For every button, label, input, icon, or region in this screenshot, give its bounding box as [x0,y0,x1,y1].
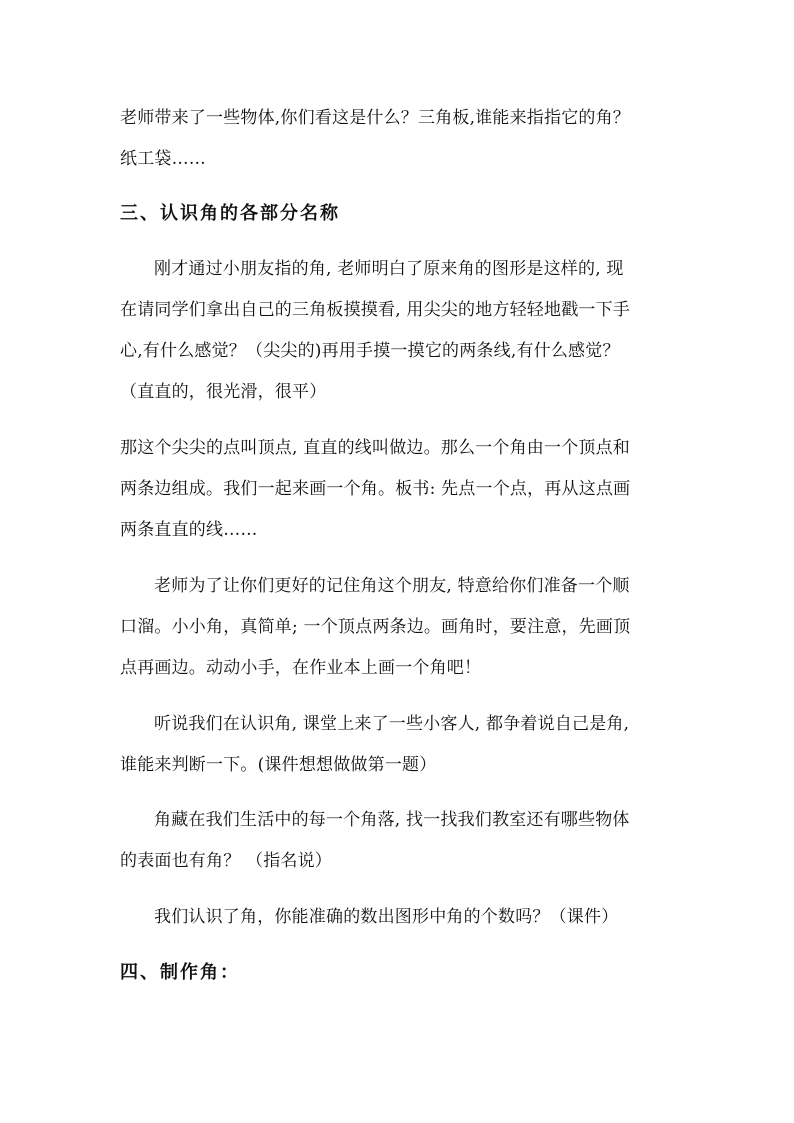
paragraph-3-line-2: 两条边组成。我们一起来画一个角。板书: 先点一个点，再从这点画 [120,479,631,499]
paragraph-5-line-2: 谁能来判断一下。(课件想想做做第一题） [120,755,437,775]
paragraph-2-line-1: 刚才通过小朋友指的角, 老师明白了原来角的图形是这样的, 现 [154,259,624,279]
paragraph-4-line-3: 点再画边。动动小手，在作业本上画一个角吧！ [120,658,482,678]
paragraph-3-line-3: 两条直直的线…… [120,520,258,540]
paragraph-6-line-1: 角藏在我们生活中的每一个角落, 找一找我们教室还有哪些物体 [154,810,630,830]
paragraph-2-line-2: 在请同学们拿出自己的三角板摸摸看, 用尖尖的地方轻轻地戳一下手 [120,300,631,320]
paragraph-4-line-1: 老师为了让你们更好的记住角这个朋友, 特意给你们准备一个顺 [154,576,630,596]
paragraph-6-line-2: 的表面也有角？ （指名说） [120,851,333,871]
paragraph-4-line-2: 口溜。小小角，真简单; 一个顶点两条边。画角时，要注意，先画顶 [120,617,631,637]
paragraph-2-line-3: 心,有什么感觉？（尖尖的)再用手摸一摸它的两条线,有什么感觉？ [120,341,620,361]
paragraph-1-line-2: 纸工袋…… [120,149,206,169]
paragraph-5-line-1: 听说我们在认识角, 课堂上来了一些小客人, 都争着说自己是角, [154,714,630,734]
section-heading-3: 三、认识角的各部分名称 [120,203,340,224]
paragraph-3-line-1: 那这个尖尖的点叫顶点, 直直的线叫做边。那么一个角由一个顶点和 [120,438,631,458]
section-heading-4: 四、制作角： [120,962,240,983]
paragraph-7-line-1: 我们认识了角，你能准确的数出图形中角的个数吗？（课件） [154,907,619,927]
paragraph-2-line-4: （直直的，很光滑，很平） [120,382,327,402]
paragraph-1-line-1: 老师带来了一些物体,你们看这是什么？三角板,谁能来指指它的角？ [120,108,631,128]
